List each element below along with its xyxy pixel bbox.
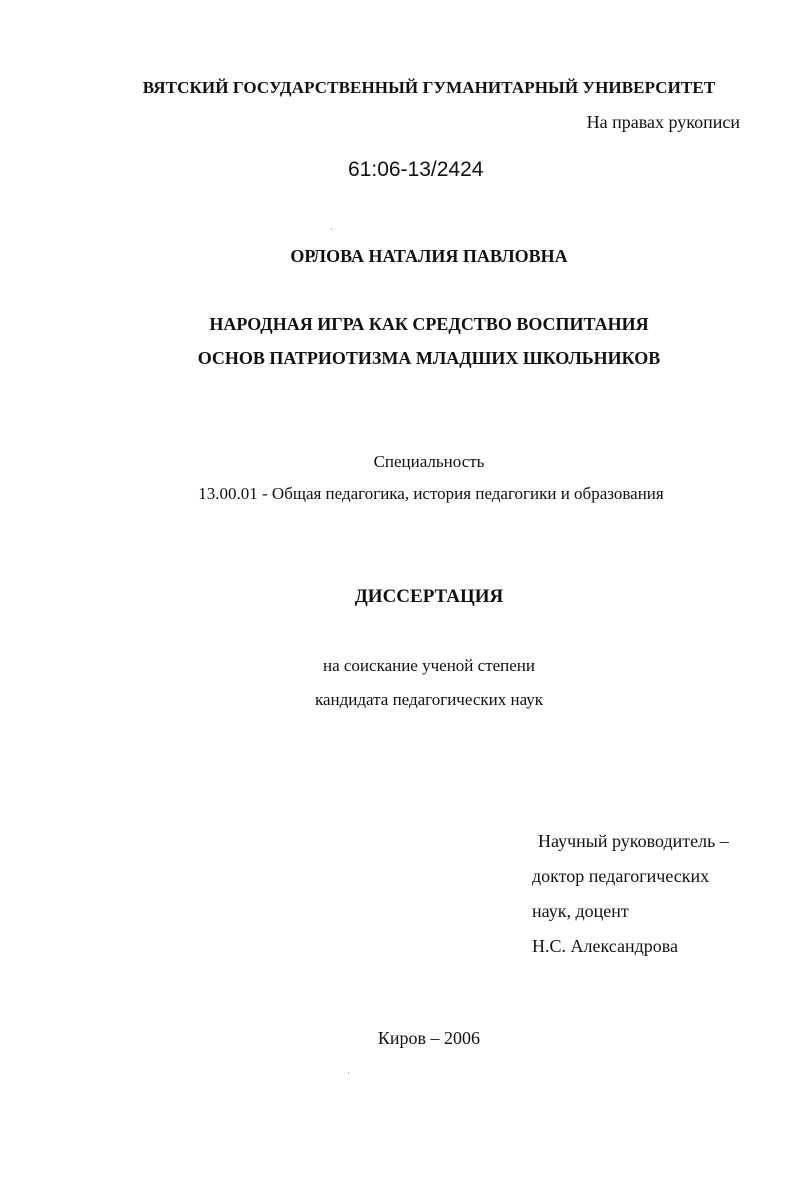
- manuscript-rights-note: На правах рукописи: [586, 112, 740, 132]
- degree-line-1: на соискание ученой степени: [322, 656, 536, 675]
- advisor-name: Н.С. Александрова: [532, 936, 679, 956]
- catalog-number: 61:06-13/2424: [348, 158, 484, 181]
- scan-speck: [331, 228, 332, 230]
- author-name: ОРЛОВА НАТАЛИЯ ПАВЛОВНА: [290, 246, 568, 266]
- degree-line-2: кандидата педагогических наук: [314, 690, 544, 709]
- advisor-degree-cont: наук, доцент: [532, 901, 629, 921]
- specialty-label: Специальность: [373, 452, 485, 471]
- scan-speck: [348, 1072, 349, 1074]
- scientific-advisor-block: [532, 824, 729, 964]
- thesis-title-line-2: ОСНОВ ПАТРИОТИЗМА МЛАДШИХ ШКОЛЬНИКОВ: [197, 348, 661, 368]
- specialty-value: 13.00.01 - Общая педагогика, история педагогики и образования: [198, 484, 664, 503]
- university-name: ВЯТСКИЙ ГОСУДАРСТВЕННЫЙ ГУМАНИТАРНЫЙ УНИВЕРСИТЕТ: [142, 78, 716, 97]
- thesis-title-line-1: НАРОДНАЯ ИГРА КАК СРЕДСТВО ВОСПИТАНИЯ: [209, 314, 649, 334]
- advisor-role: Научный руководитель –: [538, 831, 729, 851]
- document-type: ДИССЕРТАЦИЯ: [354, 586, 504, 607]
- advisor-degree: доктор педагогических: [532, 866, 710, 886]
- city-year: Киров – 2006: [377, 1028, 481, 1048]
